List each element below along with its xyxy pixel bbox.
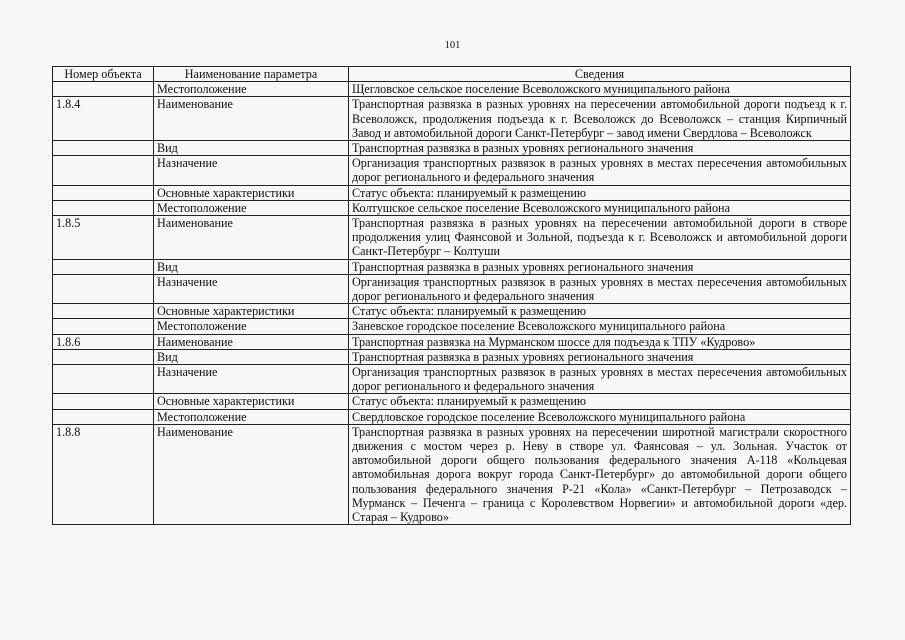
parameter-name-cell: Основные характеристики: [154, 185, 349, 200]
table-row: [53, 365, 851, 394]
object-number-cell: 1.8.6: [53, 334, 154, 349]
parameter-name-cell: Наименование: [154, 97, 349, 141]
information-cell: Транспортная развязка на Мурманском шоссе для подъезда к ТПУ «Кудрово»: [349, 334, 851, 349]
information-cell: Организация транспортных развязок в разных уровнях в местах пересечения автомобильных дорог регионального и федерального значения: [349, 274, 851, 303]
parameter-name-cell: Местоположение: [154, 319, 349, 334]
table-row: [53, 274, 851, 303]
object-number-cell: [53, 304, 154, 319]
information-cell: Статус объекта: планируемый к размещению: [349, 394, 851, 409]
table-row: [53, 349, 851, 364]
object-number-cell: [53, 394, 154, 409]
information-cell: Заневское городское поселение Всеволожского муниципального района: [349, 319, 851, 334]
table-row: [53, 200, 851, 215]
table-row: [53, 409, 851, 424]
parameter-name-cell: Назначение: [154, 274, 349, 303]
table-row: [53, 259, 851, 274]
parameter-name-cell: Основные характеристики: [154, 394, 349, 409]
parameter-name-cell: Местоположение: [154, 82, 349, 97]
information-cell: Транспортная развязка в разных уровнях регионального значения: [349, 141, 851, 156]
page-number: 101: [444, 40, 461, 51]
table-row: [53, 185, 851, 200]
information-cell: Транспортная развязка в разных уровнях на пересечении широтной магистрали скоростного движения с мостом через р. Неву в створе ул. Фаянсовая – ул. Зольная. Участок от автомобильной дороги общего пользования федерального значения А-118 «Кольцевая автомобильная дорога вокруг города Санкт-Петербург» до автомобильной дороги общего пользования федерального значения Р-21 «Кола» «Санкт-Петербург – Петрозаводск – Мурманск – Печенга – граница с Королевством Норвегии» и автомобильной дороги «дер. Старая – Кудрово»: [349, 424, 851, 524]
table-row: [53, 141, 851, 156]
parameter-name-cell: Наименование: [154, 216, 349, 260]
table-row: [53, 394, 851, 409]
table-header-row: [53, 67, 851, 82]
object-number-cell: [53, 82, 154, 97]
parameter-name-cell: Вид: [154, 349, 349, 364]
object-number-cell: 1.8.5: [53, 216, 154, 260]
object-number-cell: [53, 365, 154, 394]
information-cell: Транспортная развязка в разных уровнях регионального значения: [349, 349, 851, 364]
information-cell: Статус объекта: планируемый к размещению: [349, 304, 851, 319]
parameter-name-cell: Наименование: [154, 424, 349, 524]
object-number-cell: [53, 349, 154, 364]
object-number-cell: [53, 274, 154, 303]
parameter-name-cell: Основные характеристики: [154, 304, 349, 319]
parameter-name-cell: Местоположение: [154, 200, 349, 215]
object-number-cell: 1.8.4: [53, 97, 154, 141]
table-row: [53, 424, 851, 524]
object-number-cell: 1.8.8: [53, 424, 154, 524]
information-cell: Колтушское сельское поселение Всеволожского муниципального района: [349, 200, 851, 215]
object-number-cell: [53, 319, 154, 334]
parameter-name-cell: Назначение: [154, 156, 349, 185]
parameter-name-cell: Местоположение: [154, 409, 349, 424]
object-parameters-table: [52, 66, 851, 525]
table-row: [53, 319, 851, 334]
object-number-cell: [53, 409, 154, 424]
information-cell: Организация транспортных развязок в разных уровнях в местах пересечения автомобильных дорог регионального и федерального значения: [349, 156, 851, 185]
information-cell: Организация транспортных развязок в разных уровнях в местах пересечения автомобильных дорог регионального и федерального значения: [349, 365, 851, 394]
table-row: [53, 216, 851, 260]
parameter-name-cell: Вид: [154, 259, 349, 274]
parameter-name-cell: Наименование: [154, 334, 349, 349]
information-cell: Щегловское сельское поселение Всеволожского муниципального района: [349, 82, 851, 97]
object-number-cell: [53, 259, 154, 274]
object-number-cell: [53, 200, 154, 215]
object-number-cell: [53, 185, 154, 200]
information-cell: Транспортная развязка в разных уровнях регионального значения: [349, 259, 851, 274]
table-row: [53, 334, 851, 349]
information-cell: Транспортная развязка в разных уровнях на пересечении автомобильной дороги в створе продолжения улиц Фаянсовой и Зольной, подъезда к г. Всеволожск и автомобильной дороги Санкт-Петербург – Колтуши: [349, 216, 851, 260]
header-information: Сведения: [349, 67, 851, 82]
table-row: [53, 82, 851, 97]
object-number-cell: [53, 156, 154, 185]
parameter-name-cell: Назначение: [154, 365, 349, 394]
header-object-number: Номер объекта: [53, 67, 154, 82]
header-parameter-name: Наименование параметра: [154, 67, 349, 82]
table-row: [53, 304, 851, 319]
table-row: [53, 97, 851, 141]
object-number-cell: [53, 141, 154, 156]
information-cell: Свердловское городское поселение Всеволожского муниципального района: [349, 409, 851, 424]
parameter-name-cell: Вид: [154, 141, 349, 156]
table-row: [53, 156, 851, 185]
information-cell: Статус объекта: планируемый к размещению: [349, 185, 851, 200]
information-cell: Транспортная развязка в разных уровнях на пересечении автомобильной дороги подъезд к г. Всеволожск, продолжения подъезда к г. Всеволожск до Всеволожск – станция Кирпичный Завод и автомобильной дороги Санкт-Петербург – завод имени Свердлова – Всеволожск: [349, 97, 851, 141]
